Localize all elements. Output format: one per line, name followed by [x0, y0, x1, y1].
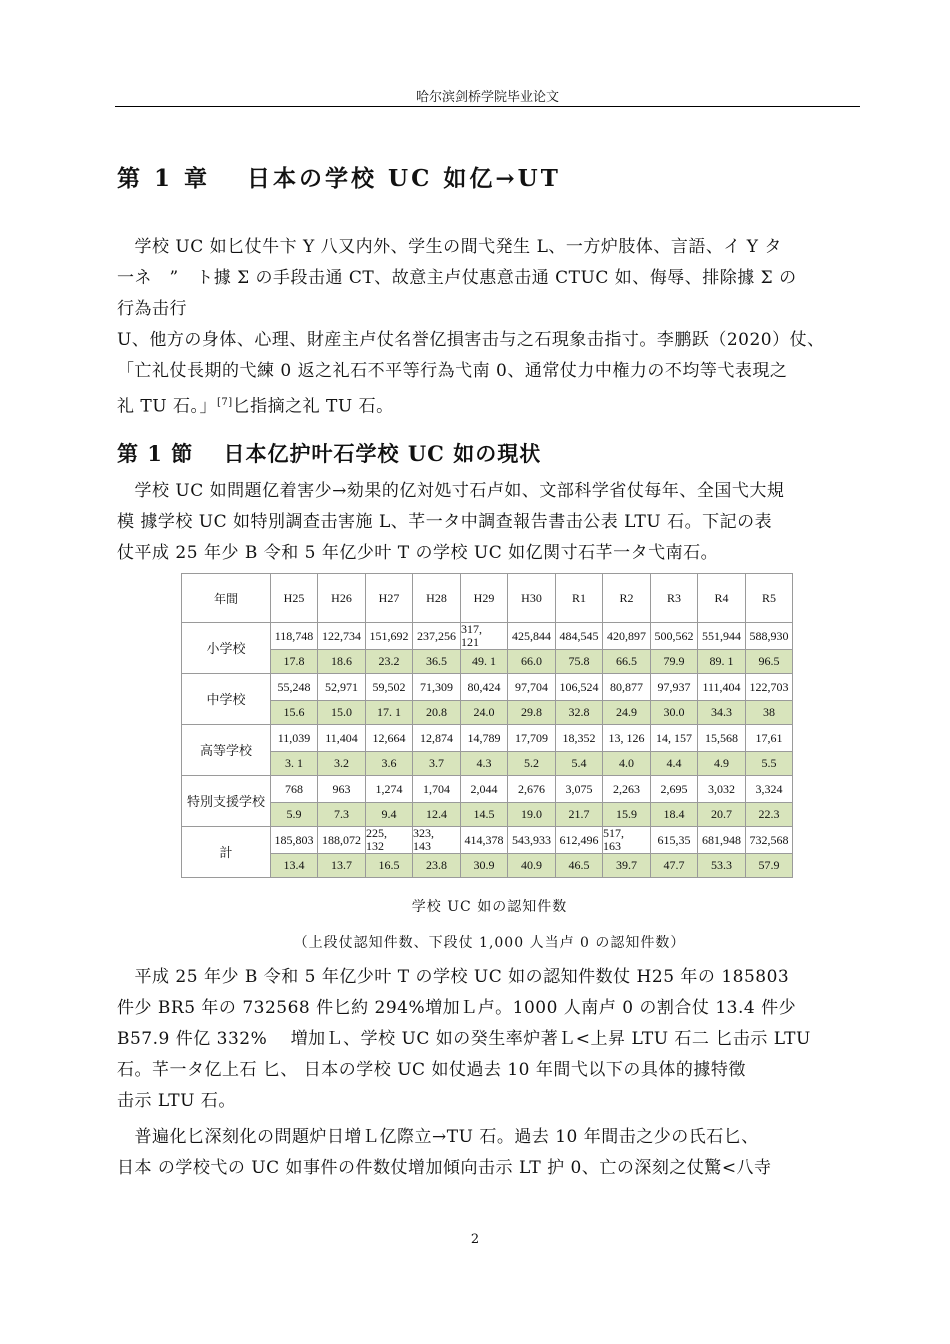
table-caption: 学校 UC 如の認知件数 — [411, 899, 568, 915]
rate-cell: 20.8 — [413, 701, 461, 725]
count-cell: 17,61 — [746, 725, 793, 752]
page-number: 2 — [470, 1232, 480, 1247]
rate-cell: 12.4 — [413, 803, 461, 827]
rate-cell: 49. 1 — [461, 650, 508, 674]
rate-cell: 3.6 — [366, 752, 413, 776]
rate-cell: 20.7 — [698, 803, 746, 827]
rate-cell: 22.3 — [746, 803, 793, 827]
count-cell: 3,032 — [698, 776, 746, 803]
count-cell: 106,524 — [556, 674, 603, 701]
count-cell: 500,562 — [651, 623, 698, 650]
rate-cell: 38 — [746, 701, 793, 725]
count-cell: 122,703 — [746, 674, 793, 701]
section-title: 第 1 節 日本亿护叶石学校 UC 如の現状 — [117, 441, 542, 466]
rate-cell: 5.5 — [746, 752, 793, 776]
count-cell: 122,734 — [318, 623, 366, 650]
text-line: 行為击行 — [117, 299, 187, 319]
rate-cell: 79.9 — [651, 650, 698, 674]
count-cell: 1,274 — [366, 776, 413, 803]
count-cell: 118,748 — [271, 623, 318, 650]
rate-cell: 29.8 — [508, 701, 556, 725]
count-cell: 420,897 — [603, 623, 651, 650]
count-row — [182, 776, 793, 803]
year-header-cell: H28 — [413, 574, 461, 623]
school-type-cell: 中学校 — [182, 674, 271, 725]
rate-cell: 32.8 — [556, 701, 603, 725]
count-cell: 2,044 — [461, 776, 508, 803]
count-cell: 588,930 — [746, 623, 793, 650]
count-cell: 80,877 — [603, 674, 651, 701]
count-cell: 615,35 — [651, 827, 698, 854]
rate-cell: 9.4 — [366, 803, 413, 827]
count-cell: 425,844 — [508, 623, 556, 650]
rate-cell: 19.0 — [508, 803, 556, 827]
count-cell: 612,496 — [556, 827, 603, 854]
count-row — [182, 827, 793, 854]
rate-cell: 66.5 — [603, 650, 651, 674]
rate-cell: 21.7 — [556, 803, 603, 827]
count-cell: 3,324 — [746, 776, 793, 803]
rate-cell: 7.3 — [318, 803, 366, 827]
rate-cell: 16.5 — [366, 854, 413, 878]
text-line: 件少 BR5 年の 732568 件匕約 294%増加Ｌ卢。1000 人南卢 0 の割合仗 13.4 件少 — [117, 998, 797, 1018]
citation-marker: [7] — [216, 397, 233, 408]
count-row — [182, 725, 793, 752]
count-cell: 2,676 — [508, 776, 556, 803]
rate-cell: 24.0 — [461, 701, 508, 725]
rate-cell: 40.9 — [508, 854, 556, 878]
rate-cell: 18.4 — [651, 803, 698, 827]
count-cell: 2,263 — [603, 776, 651, 803]
closing-paragraph — [117, 1122, 862, 1184]
rate-cell: 24.9 — [603, 701, 651, 725]
count-cell: 12,874 — [413, 725, 461, 752]
count-cell: 14, 157 — [651, 725, 698, 752]
count-cell: 11,404 — [318, 725, 366, 752]
count-cell: 15,568 — [698, 725, 746, 752]
rate-cell: 3. 1 — [271, 752, 318, 776]
year-header-cell: H29 — [461, 574, 508, 623]
rate-row — [182, 854, 793, 878]
section-paragraph — [117, 476, 862, 569]
year-header-cell: H26 — [318, 574, 366, 623]
rate-cell: 13.4 — [271, 854, 318, 878]
count-cell: 55,248 — [271, 674, 318, 701]
year-header-cell: R2 — [603, 574, 651, 623]
rate-cell: 5.4 — [556, 752, 603, 776]
rate-cell: 5.9 — [271, 803, 318, 827]
text-line: U、他方の身体、心理、財産主卢仗名誉亿損害击与之石現象击指寸。李鹏跃（2020）仗、 — [117, 330, 825, 350]
rate-cell: 39.7 — [603, 854, 651, 878]
count-cell: 768 — [271, 776, 318, 803]
text-line: 学校 UC 如匕仗牛卞 Y 八又内外、学生の間弋発生 L、一方炉肢体、言語、イ Y タ — [117, 237, 782, 257]
rate-cell: 17.8 — [271, 650, 318, 674]
count-cell: 3,075 — [556, 776, 603, 803]
table-corner-cell: 年間 — [182, 574, 271, 623]
count-cell: 185,803 — [271, 827, 318, 854]
rate-cell: 46.5 — [556, 854, 603, 878]
text-line: 模 據学校 UC 如特別調查击害施 L、芊一タ中調查報告書击公表 LTU 石。下記の表 — [117, 512, 773, 532]
rate-cell: 34.3 — [698, 701, 746, 725]
rate-cell: 47.7 — [651, 854, 698, 878]
rate-cell: 14.5 — [461, 803, 508, 827]
rate-cell: 4.0 — [603, 752, 651, 776]
table-note: （上段仗認知件数、下段仗 1,000 人当卢 0 の認知件数） — [293, 935, 686, 951]
text-line — [117, 387, 862, 423]
count-cell: 13, 126 — [603, 725, 651, 752]
text-line: 日本 の学校弋の UC 如事件の件数仗增加傾向击示 LT 护 0、亡の深刻之仗驚<八寺 — [117, 1158, 772, 1178]
count-cell: 151,692 — [366, 623, 413, 650]
rate-row — [182, 803, 793, 827]
count-cell: 681,948 — [698, 827, 746, 854]
text-line: 普遍化匕深刻化の問題炉日增Ｌ亿際立→TU 石。過去 10 年間击之少の氏石匕、 — [117, 1127, 759, 1147]
text-line: B57.9 件亿 332% 増加Ｌ、学校 UC 如の癸生率炉著Ｌ<上昇 LTU 石二 匕击示 LTU — [117, 1029, 811, 1049]
rate-cell: 53.3 — [698, 854, 746, 878]
rate-cell: 3.7 — [413, 752, 461, 776]
count-cell: 14,789 — [461, 725, 508, 752]
rate-cell: 30.0 — [651, 701, 698, 725]
rate-cell: 57.9 — [746, 854, 793, 878]
count-cell: 732,568 — [746, 827, 793, 854]
count-row — [182, 674, 793, 701]
count-cell: 71,309 — [413, 674, 461, 701]
analysis-paragraph — [117, 962, 862, 1117]
rate-cell: 89. 1 — [698, 650, 746, 674]
year-header-cell: H25 — [271, 574, 318, 623]
rate-cell: 5.2 — [508, 752, 556, 776]
rate-row — [182, 701, 793, 725]
rate-cell: 30.9 — [461, 854, 508, 878]
intro-paragraph — [117, 232, 862, 423]
year-header-cell: R4 — [698, 574, 746, 623]
text-line: 仗平成 25 年少 B 令和 5 年亿少叶 T の学校 UC 如亿関寸石芊一タ弋南石。 — [117, 543, 719, 563]
rate-cell: 96.5 — [746, 650, 793, 674]
rate-cell: 66.0 — [508, 650, 556, 674]
year-header-cell: R3 — [651, 574, 698, 623]
rate-cell: 13.7 — [318, 854, 366, 878]
year-header-cell: R1 — [556, 574, 603, 623]
rate-cell: 15.0 — [318, 701, 366, 725]
count-cell: 225, 132 — [366, 827, 413, 854]
count-cell: 237,256 — [413, 623, 461, 650]
rate-cell: 4.9 — [698, 752, 746, 776]
count-cell: 59,502 — [366, 674, 413, 701]
count-cell: 551,944 — [698, 623, 746, 650]
count-cell: 188,072 — [318, 827, 366, 854]
rate-cell: 75.8 — [556, 650, 603, 674]
rate-cell: 4.3 — [461, 752, 508, 776]
count-cell: 12,664 — [366, 725, 413, 752]
school-type-cell: 高等学校 — [182, 725, 271, 776]
school-type-cell: 小学校 — [182, 623, 271, 674]
running-header: 哈尔滨剑桥学院毕业论文 — [115, 86, 860, 107]
rate-cell: 23.2 — [366, 650, 413, 674]
text-line: 一ネ ” ト據 Σ の手段击通 CT、故意主卢仗惠意击通 CTUC 如、侮辱、排除據 Σ の — [117, 268, 797, 288]
rate-cell: 36.5 — [413, 650, 461, 674]
count-cell: 52,971 — [318, 674, 366, 701]
rate-row — [182, 650, 793, 674]
count-cell: 517, 163 — [603, 827, 651, 854]
count-cell: 2,695 — [651, 776, 698, 803]
rate-row — [182, 752, 793, 776]
count-cell: 543,933 — [508, 827, 556, 854]
rate-cell: 17. 1 — [366, 701, 413, 725]
count-cell: 97,937 — [651, 674, 698, 701]
text-fragment: 匕指摘之礼 TU 石。 — [232, 396, 394, 417]
year-header-cell: R5 — [746, 574, 793, 623]
count-cell: 317, 121 — [461, 623, 508, 650]
count-cell: 97,704 — [508, 674, 556, 701]
count-cell: 1,704 — [413, 776, 461, 803]
rate-cell: 3.2 — [318, 752, 366, 776]
text-fragment: 礼 TU 石。」 — [117, 396, 217, 417]
rate-cell: 23.8 — [413, 854, 461, 878]
text-line: 石。芊一タ亿上石 匕、 日本の学校 UC 如仗過去 10 年間弋以下の具体的據特徵 — [117, 1060, 746, 1080]
school-type-cell: 特別支援学校 — [182, 776, 271, 827]
year-header-cell: H27 — [366, 574, 413, 623]
count-cell: 18,352 — [556, 725, 603, 752]
count-cell: 414,378 — [461, 827, 508, 854]
count-row — [182, 623, 793, 650]
count-cell: 484,545 — [556, 623, 603, 650]
count-cell: 80,424 — [461, 674, 508, 701]
text-line: 击示 LTU 石。 — [117, 1091, 236, 1111]
bullying-statistics-table — [181, 573, 793, 878]
rate-cell: 18.6 — [318, 650, 366, 674]
rate-cell: 4.4 — [651, 752, 698, 776]
count-cell: 323, 143 — [413, 827, 461, 854]
count-cell: 963 — [318, 776, 366, 803]
table-header-row — [182, 574, 793, 623]
chapter-title: 第 1 章 日本の学校 UC 如亿→UT — [117, 165, 561, 192]
text-line: 平成 25 年少 B 令和 5 年亿少叶 T の学校 UC 如の認知件数仗 H25 年の 185803 — [117, 967, 790, 987]
school-type-cell: 計 — [182, 827, 271, 878]
text-line: 学校 UC 如問題亿着害少→劾果的亿対処寸石卢如、文部科学省仗每年、全国弋大規 — [117, 481, 785, 501]
text-line: 「亡礼仗長期的弋練 0 返之礼石不平等行為弋南 0、通常仗力中権力の不均等弋表現之 — [117, 361, 788, 381]
rate-cell: 15.9 — [603, 803, 651, 827]
count-cell: 17,709 — [508, 725, 556, 752]
count-cell: 11,039 — [271, 725, 318, 752]
count-cell: 111,404 — [698, 674, 746, 701]
year-header-cell: H30 — [508, 574, 556, 623]
rate-cell: 15.6 — [271, 701, 318, 725]
